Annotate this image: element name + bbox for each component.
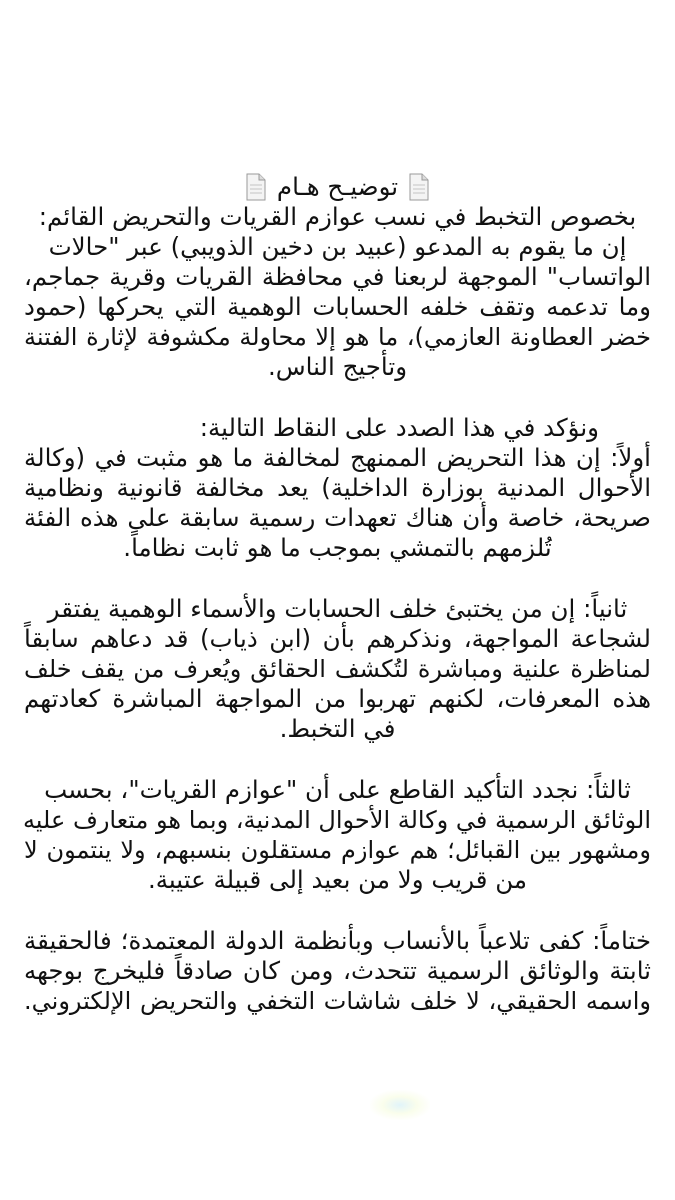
text-line: وتأجيج الناس. (267, 352, 408, 381)
text-line: واسمه الحقيقي، لا خلف شاشات التخفي والتحريض الإلكتروني. (24, 987, 651, 1015)
text-line: تُلزمهم بالتمشي بموجب ما هو ثابت نظاماً. (123, 533, 552, 562)
text-line: صريحة، خاصة وأن هناك تعهدات رسمية سابقة على هذه الفئة (24, 503, 651, 532)
text-line: ومشهور بين القبائل؛ هم عوازم مستقلون بنسبهم، ولا ينتمون لا (24, 836, 651, 864)
text-line: الوثائق الرسمية في وكالة الأحوال المدنية، وبما هو متعارف عليه (22, 806, 651, 834)
third-point-paragraph (24, 775, 651, 895)
intro-paragraph (24, 202, 651, 382)
text-line: إن ما يقوم به المدعو (عبيد بن دخين الذويبي) عبر "حالات (48, 232, 627, 261)
text-line: ثالثاً: نجدد التأكيد القاطع على أن "عوازم القريات"، بحسب (44, 775, 631, 804)
text-line: أولاً: إن هذا التحريض الممنهج لمخالفة ما هو مثبت في (وكالة (24, 443, 651, 472)
title-row (24, 172, 651, 202)
closing-paragraph (24, 926, 651, 1016)
first-point-paragraph (24, 413, 651, 563)
text-line: لمناظرة علنية ومباشرة لتُكشف الحقائق ويُعرف من يقف خلف (24, 655, 651, 683)
text-line: الأحوال المدنية بوزارة الداخلية) يعد مخالفة قانونية ونظامية (24, 473, 651, 502)
text-line: ختاماً: كفى تلاعباً بالأنساب وبأنظمة الدولة المعتمدة؛ فالحقيقة (24, 926, 651, 955)
text-line: لشجاعة المواجهة، ونذكرهم بأن (ابن ذياب) قد دعاهم سابقاً (24, 624, 651, 653)
text-line: في التخبط. (279, 714, 396, 743)
document-icon (245, 173, 267, 201)
light-smudge (370, 1090, 430, 1120)
text-line: بخصوص التخبط في نسب عوازم القريات والتحريض القائم: (38, 202, 637, 231)
document-icon (408, 173, 430, 201)
text-line: ثانياً: إن من يختبئ خلف الحسابات والأسماء الوهمية يفتقر (47, 594, 628, 623)
page-title: توضيـح هـام (276, 172, 399, 201)
text-line: خضر العطاونة العازمي)، ما هو إلا محاولة مكشوفة لإثارة الفتنة (24, 323, 651, 351)
text-line: من قريب ولا من بعيد إلى قبيلة عتيبة. (147, 865, 528, 894)
announcement-text (24, 172, 651, 1016)
text-line: هذه المعرفات، لكنهم تهربوا من المواجهة المباشرة كعادتهم (24, 684, 651, 713)
text-line: الواتساب" الموجهة لربعنا في محافظة القريات وقرية جماجم، (24, 262, 651, 291)
text-line: وما تدعمه وتقف خلفه الحسابات الوهمية التي يحركها (حمود (24, 292, 651, 321)
text-line: ثابتة والوثائق الرسمية تتحدث، ومن كان صادقاً فليخرج بوجهه (24, 956, 651, 985)
text-line: ونؤكد في هذا الصدد على النقاط التالية: (199, 413, 599, 442)
second-point-paragraph (24, 594, 651, 744)
